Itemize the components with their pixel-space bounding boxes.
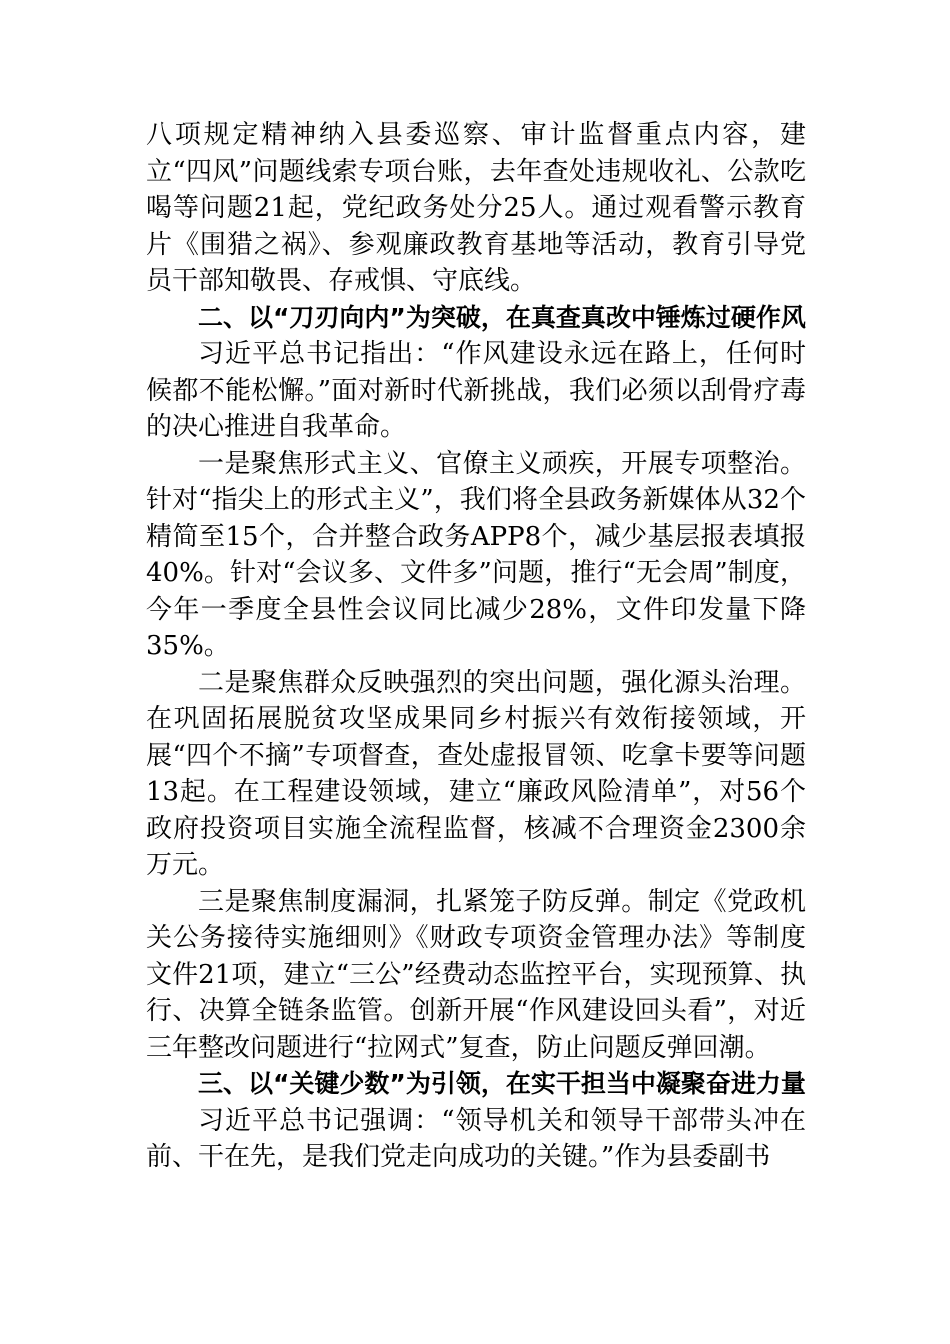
paragraph-point-two: 二是聚焦群众反映强烈的突出问题，强化源头治理。在巩固拓展脱贫攻坚成果同乡村振兴有效衔接领域，开展“四个不摘”专项督查，查处虚报冒领、吃拿卡要等问题13起。在工程建设领域，建立“廉政风险清单”，对56个政府投资项目实施全流程监督，核减不合理资金2300余万元。 [146,667,806,880]
paragraph-point-three: 三是聚焦制度漏洞，扎紧笼子防反弹。制定《党政机关公务接待实施细则》《财政专项资金管理办法》等制度文件21项，建立“三公”经费动态监控平台，实现预算、执行、决算全链条监管。创新开展“作风建设回头看”，对近三年整改问题进行“拉网式”复查，防止问题反弹回潮。 [146,886,806,1063]
paragraph-continued: 八项规定精神纳入县委巡察、审计监督重点内容，建立“四风”问题线索专项台账，去年查处违规收礼、公款吃喝等问题21起，党纪政务处分25人。通过观看警示教育片《围猎之祸》、参观廉政教育基地等活动，教育引导党员干部知敬畏、存戒惧、守底线。 [146,120,806,296]
section-heading-2: 二、以“刀刃向内”为突破，在真查真改中锤炼过硬作风 [198,302,806,332]
document-body [146,117,806,1176]
paragraph-leadership-quote: 习近平总书记强调：“领导机关和领导干部带头冲在前、干在先，是我们党走向成功的关键。”作为县委副书 [146,1105,806,1172]
paragraph-point-one: 一是聚焦形式主义、官僚主义顽疾，开展专项整治。针对“指尖上的形式主义”，我们将全县政务新媒体从32个精简至15个，合并整合政务APP8个，减少基层报表填报40%。针对“会议多、文件多”问题，推行“无会周”制度，今年一季度全县性会议同比减少28%，文件印发量下降35%。 [146,448,806,661]
paragraph-quote-intro: 习近平总书记指出：“作风建设永远在路上，任何时候都不能松懈。”面对新时代新挑战，我们必须以刮骨疗毒的决心推进自我革命。 [146,339,806,442]
section-heading-3: 三、以“关键少数”为引领，在实干担当中凝聚奋进力量 [198,1069,806,1098]
